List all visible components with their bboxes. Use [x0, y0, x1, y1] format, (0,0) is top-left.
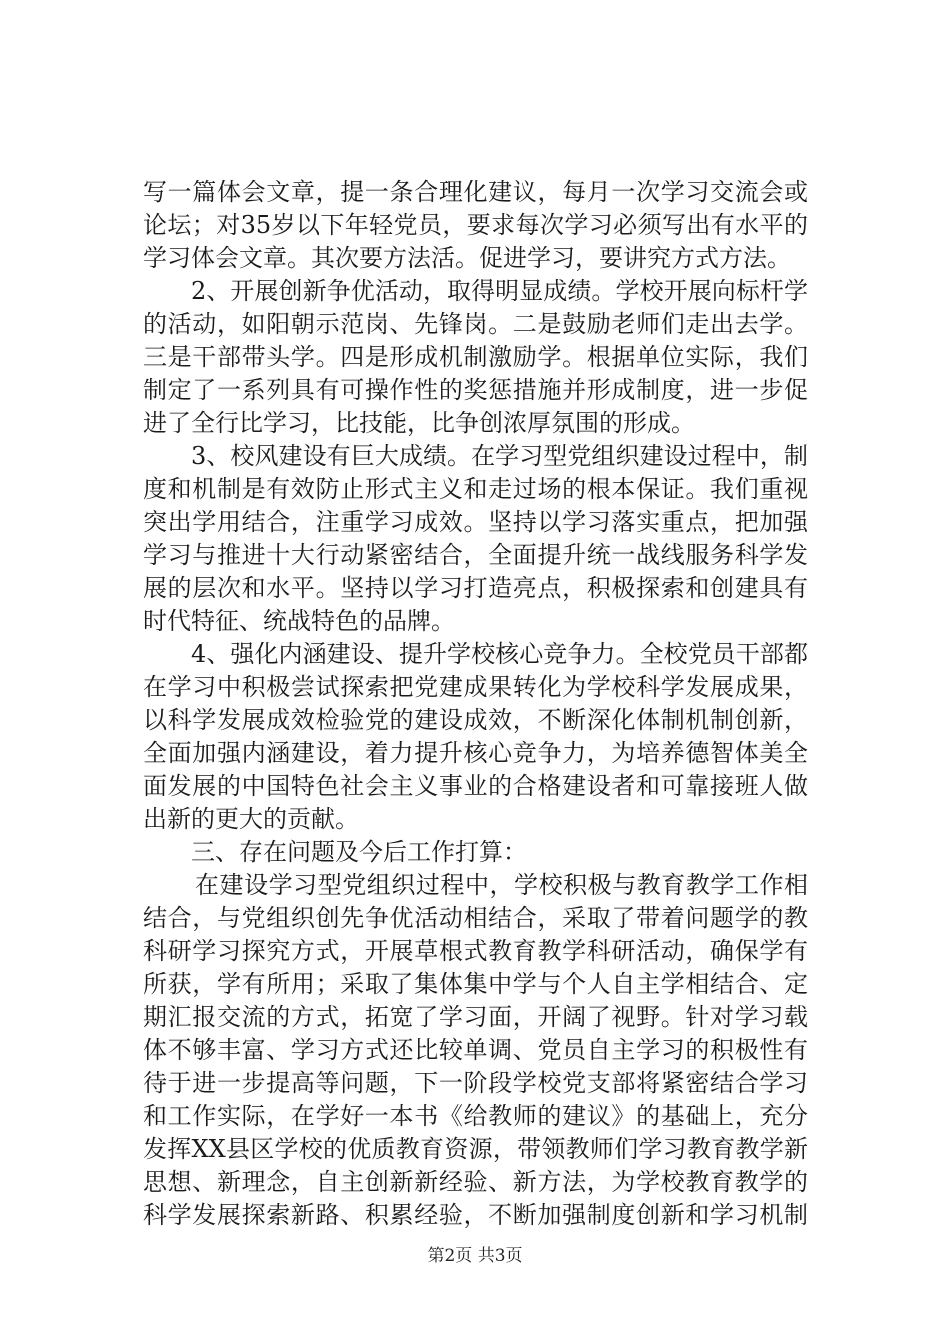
- document-body: [143, 176, 808, 1232]
- text-line: 思想、新理念，自主创新新经验、新方法，为学校教育教学的: [143, 1168, 808, 1196]
- text-line: 时代特征、统战特色的品牌。: [143, 607, 455, 635]
- text-line: 发挥XX县区学校的优质教育资源，带领教师们学习教育教学新: [143, 1135, 808, 1163]
- text-line: 所获，学有所用；采取了集体集中学与个人自主学相结合、定: [143, 970, 808, 998]
- text-line: 面发展的中国特色社会主义事业的合格建设者和可靠接班人做: [143, 772, 808, 800]
- section-heading: 三、存在问题及今后工作打算：: [191, 838, 527, 866]
- text-line: 论坛；对35岁以下年轻党员，要求每次学习必须写出有水平的: [143, 211, 808, 239]
- text-line: 以科学发展成效检验党的建设成效，不断深化体制机制创新，: [143, 706, 808, 734]
- text-line: 三是干部带头学。四是形成机制激励学。根据单位实际，我们: [143, 343, 808, 371]
- text-line: 科学发展探索新路、积累经验，不断加强制度创新和学习机制: [143, 1201, 808, 1229]
- page-number: 第2页 共3页: [427, 1246, 523, 1266]
- text-line: 3、校风建设有巨大成绩。在学习型党组织建设过程中，制: [191, 442, 808, 470]
- text-line: 学习体会文章。其次要方法活。促进学习，要讲究方式方法。: [143, 244, 791, 272]
- text-line: 结合，与党组织创先争优活动相结合，采取了带着问题学的教: [143, 904, 808, 932]
- text-line: 4、强化内涵建设、提升学校核心竞争力。全校党员干部都: [191, 640, 808, 668]
- text-line: 出新的更大的贡献。: [143, 805, 359, 833]
- text-line: 写一篇体会文章，提一条合理化建议，每月一次学习交流会或: [143, 178, 808, 206]
- text-line: 和工作实际，在学好一本书《给教师的建议》的基础上，充分: [143, 1102, 808, 1130]
- text-line: 度和机制是有效防止形式主义和走过场的根本保证。我们重视: [143, 475, 808, 503]
- text-line: 期汇报交流的方式，拓宽了学习面，开阔了视野。针对学习载: [143, 1003, 808, 1031]
- text-line: 在学习中积极尝试探索把党建成果转化为学校科学发展成果，: [143, 673, 808, 701]
- text-line: 的活动，如阳朝示范岗、先锋岗。二是鼓励老师们走出去学。: [143, 310, 808, 338]
- text-line: 待于进一步提高等问题，下一阶段学校党支部将紧密结合学习: [143, 1069, 808, 1097]
- text-line: 在建设学习型党组织过程中，学校积极与教育教学工作相: [195, 871, 808, 899]
- text-line: 科研学习探究方式，开展草根式教育教学科研活动，确保学有: [143, 937, 808, 965]
- text-line: 突出学用结合，注重学习成效。坚持以学习落实重点，把加强: [143, 508, 808, 536]
- text-line: 学习与推进十大行动紧密结合，全面提升统一战线服务科学发: [143, 541, 808, 569]
- text-line: 进了全行比学习，比技能，比争创浓厚氛围的形成。: [143, 409, 695, 437]
- text-line: 展的层次和水平。坚持以学习打造亮点，积极探索和创建具有: [143, 574, 808, 602]
- text-line: 2、开展创新争优活动，取得明显成绩。学校开展向标杆学: [191, 277, 808, 305]
- text-line: 制定了一系列具有可操作性的奖惩措施并形成制度，进一步促: [143, 376, 808, 404]
- text-line: 体不够丰富、学习方式还比较单调、党员自主学习的积极性有: [143, 1036, 808, 1064]
- text-line: 全面加强内涵建设，着力提升核心竞争力，为培养德智体美全: [143, 739, 808, 767]
